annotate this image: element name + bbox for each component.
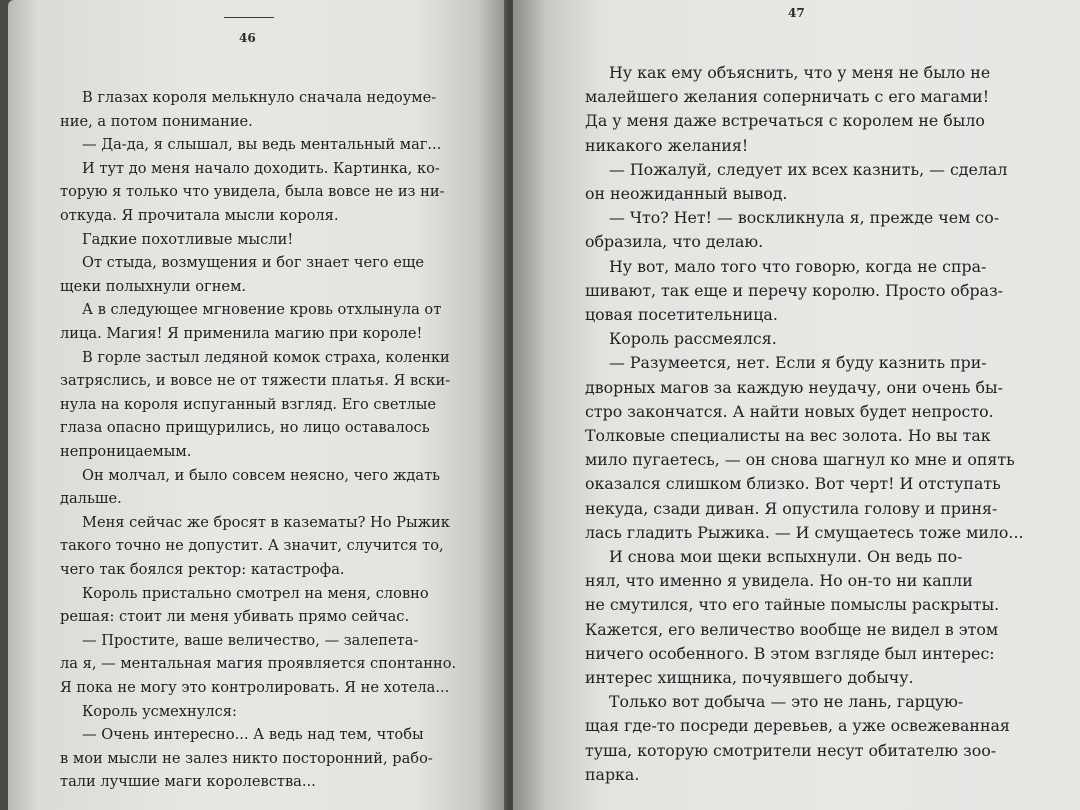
- text-line: торую я только что увидела, была вовсе не из ни-: [60, 183, 445, 201]
- text-line: непроницаемым.: [60, 443, 192, 460]
- text-line: малейшего желания соперничать с его магами!: [585, 87, 990, 107]
- text-line: В глазах короля мелькнуло сначала недоуме-: [82, 89, 437, 106]
- text-line: И снова мои щеки вспыхнули. Он ведь по-: [609, 547, 963, 566]
- text-line: образила, что делаю.: [585, 232, 764, 252]
- text-line: Ну как ему объяснить, что у меня не было не: [609, 63, 991, 82]
- text-line: ние, а потом понимание.: [60, 112, 253, 130]
- text-line: В горле застыл ледяной комок страха, коленки: [82, 348, 450, 366]
- text-line: Я пока не могу это контролировать. Я не хотела...: [60, 679, 450, 696]
- text-line: цовая посетительница.: [585, 305, 778, 324]
- text-line: — Пожалуй, следует их всех казнить, — сделал: [609, 159, 1008, 179]
- text-line: щеки полыхнули огнем.: [60, 277, 247, 295]
- text-line: шивают, так еще и перечу королю. Просто образ-: [585, 280, 1004, 300]
- text-line: Да у меня даже встречаться с королем не было: [585, 111, 985, 131]
- text-line: — Простите, ваше величество, — залепета-: [82, 631, 419, 649]
- text-line: стро закончатся. А найти новых будет непросто.: [585, 401, 994, 421]
- text-line: — Да-да, я слышал, вы ведь ментальный маг...: [82, 136, 442, 154]
- text-line: Только вот добыча — это не лань, гарцую-: [609, 692, 964, 712]
- text-line: интерес хищника, почуявшего добычу.: [585, 668, 914, 687]
- text-line: Король рассмеялся.: [609, 329, 777, 349]
- text-line: парка.: [585, 764, 640, 784]
- text-line: откуда. Я прочитала мысли короля.: [60, 207, 339, 224]
- text-line: некуда, сзади диван. Я опустила голову и приня-: [585, 498, 998, 518]
- text-line: ничего особенного. В этом взгляде был интерес:: [585, 643, 995, 663]
- text-line: Толковые специалисты на вес золота. Но вы так: [585, 426, 991, 445]
- left-page: [8, 0, 508, 810]
- text-line: лица. Магия! Я применила магию при короле!: [60, 325, 423, 342]
- text-line: Он молчал, и было совсем неясно, чего ждать: [82, 466, 441, 484]
- text-line: Король усмехнулся:: [82, 702, 237, 720]
- text-line: Гадкие похотливые мысли!: [82, 230, 294, 248]
- text-line: в мои мысли не залез никто посторонний, рабо-: [60, 749, 433, 767]
- text-line: От стыда, возмущения и бог знает чего еще: [82, 254, 425, 272]
- text-line: не смутился, что его тайные помыслы раскрыты.: [585, 595, 1000, 615]
- text-line: нял, что именно я увидела. Но он-то ни капли: [585, 571, 973, 591]
- text-line: он неожиданный вывод.: [585, 184, 788, 203]
- page-number-left: 46: [239, 31, 256, 45]
- text-line: лась гладить Рыжика. — И смущаетесь тоже мило...: [585, 522, 1024, 542]
- text-line: такого точно не допустит. А значит, случится то,: [60, 537, 444, 555]
- text-line: ла я, — ментальная магия проявляется спонтанно.: [60, 655, 457, 673]
- text-line: Кажется, его величество вообще не видел в этом: [585, 619, 999, 639]
- text-line: Ну вот, мало того что говорю, когда не спра-: [609, 256, 987, 276]
- text-line: оказался слишком близко. Вот черт! И отступать: [585, 474, 1001, 494]
- text-line: затряслись, и вовсе не от тяжести платья. Я вски-: [60, 372, 451, 390]
- text-line: Меня сейчас же бросят в казематы? Но Рыжик: [82, 513, 450, 531]
- text-line: мило пугаетесь, — он снова шагнул ко мне и опять: [585, 450, 1015, 470]
- text-line: нула на короля испуганный взгляд. Его светлые: [60, 395, 437, 413]
- text-line: — Очень интересно... А ведь над тем, чтобы: [82, 726, 424, 744]
- text-line: Король пристально смотрел на меня, словно: [82, 584, 429, 602]
- header-rule: [224, 17, 274, 18]
- text-line: никакого желания!: [585, 135, 749, 155]
- text-line: А в следующее мгновение кровь отхлынула от: [82, 301, 442, 319]
- text-line: решая: стоит ли меня убивать прямо сейчас.: [60, 608, 410, 626]
- text-line: щая где-то посреди деревьев, а уже освежеванная: [585, 716, 1010, 736]
- text-line: — Разумеется, нет. Если я буду казнить при-: [609, 353, 987, 373]
- page-number-right: 47: [788, 6, 805, 20]
- text-line: тали лучшие маги королевства...: [60, 773, 316, 791]
- text-line: дальше.: [60, 490, 122, 508]
- text-line: И тут до меня начало доходить. Картинка, ко-: [82, 159, 440, 177]
- text-line: — Что? Нет! — воскликнула я, прежде чем со-: [609, 208, 1000, 228]
- text-line: туша, которую смотрители несут обитателю зоо-: [585, 740, 997, 760]
- text-line: чего так боялся ректор: катастрофа.: [60, 561, 345, 578]
- text-line: глаза опасно прищурились, но лицо оставалось: [60, 419, 430, 437]
- text-line: дворных магов за каждую неудачу, они очень бы-: [585, 377, 1003, 397]
- right-page: [513, 0, 1080, 810]
